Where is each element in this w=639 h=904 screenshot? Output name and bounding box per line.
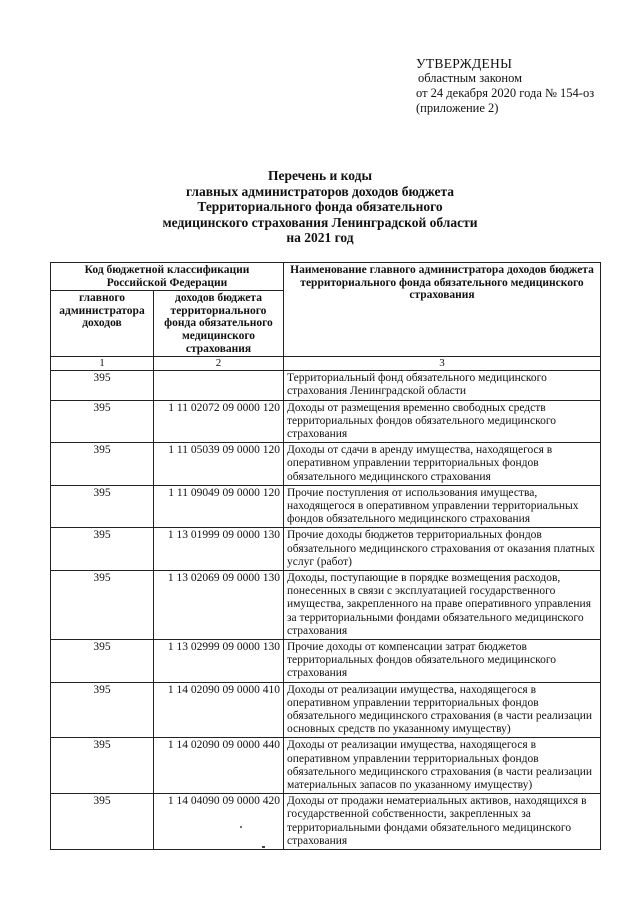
admin-code-cell: 395 (51, 794, 154, 850)
codes-table (50, 262, 601, 850)
admin-code-cell: 395 (51, 400, 154, 443)
title-line: Территориального фонда обязательного (197, 199, 443, 214)
table-row (51, 371, 601, 400)
table-row (51, 528, 601, 571)
title-line: на 2021 год (286, 230, 354, 245)
income-code-cell: 1 13 02999 09 0000 130 (154, 640, 284, 683)
scan-speck (240, 826, 242, 828)
scan-speck (262, 846, 265, 848)
income-code-cell: 1 13 01999 09 0000 130 (154, 528, 284, 571)
income-code-cell: 1 11 02072 09 0000 120 (154, 400, 284, 443)
header-main-administrator: главного администратора доходов (51, 291, 154, 357)
column-number-row (51, 357, 601, 371)
header-administrator-name: Наименование главного администратора доходов бюджета территориального фонда обязательного медицинского страхования (284, 263, 601, 357)
table-row (51, 400, 601, 443)
admin-code-cell: 395 (51, 682, 154, 738)
income-code-cell: 1 14 02090 09 0000 440 (154, 738, 284, 794)
column-number: 3 (284, 357, 601, 371)
admin-code-cell: 395 (51, 738, 154, 794)
income-code-cell: 1 13 02069 09 0000 130 (154, 571, 284, 640)
title-line: главных администраторов доходов бюджета (185, 183, 455, 199)
approval-block (416, 56, 626, 116)
income-code-cell: 1 11 05039 09 0000 120 (154, 443, 284, 486)
title-line: Перечень и коды (267, 168, 373, 183)
approval-line-law: областным законом (418, 71, 523, 85)
table-row (51, 794, 601, 850)
table-row (51, 640, 601, 683)
table-row (51, 485, 601, 528)
admin-code-cell: 395 (51, 371, 154, 400)
income-name-cell: Доходы, поступающие в порядке возмещения расходов, понесенных в связи с эксплуатацией государственного имущества, закрепленного на праве оперативного управления за территориальными фондами обязательного медицинского страхования (284, 571, 601, 640)
table-row (51, 443, 601, 486)
income-name-cell: Прочие доходы бюджетов территориальных фондов обязательного медицинского страхования от оказания платных услуг (работ) (284, 528, 601, 571)
income-name-cell: Доходы от размещения временно свободных средств территориальных фондов обязательного медицинского страхования (284, 400, 601, 443)
approval-line-date: от 24 декабря 2020 года № 154-оз (416, 86, 595, 100)
approval-title: УТВЕРЖДЕНЫ (416, 56, 513, 71)
admin-code-cell: 395 (51, 485, 154, 528)
income-code-cell: 1 11 09049 09 0000 120 (154, 485, 284, 528)
header-income-code: доходов бюджета территориального фонда обязательного медицинского страхования (154, 291, 284, 357)
column-number: 2 (154, 357, 284, 371)
income-name-cell: Прочие поступления от использования имущества, находящегося в оперативном управлении территориальных фондов обязательного медицинского страхования (284, 485, 601, 528)
header-budget-classification: Код бюджетной классификации Российской Федерации (51, 263, 284, 291)
header-row-group (51, 263, 601, 291)
column-number: 1 (51, 357, 154, 371)
admin-code-cell: 395 (51, 640, 154, 683)
table-row (51, 571, 601, 640)
income-name-cell: Территориальный фонд обязательного медицинского страхования Ленинградской области (284, 371, 601, 400)
income-name-cell: Прочие доходы от компенсации затрат бюджетов территориальных фондов обязательного медицинского страхования (284, 640, 601, 683)
admin-code-cell: 395 (51, 571, 154, 640)
income-code-cell: 1 14 02090 09 0000 410 (154, 682, 284, 738)
income-code-cell: 1 14 04090 09 0000 420 (154, 794, 284, 850)
income-code-cell (154, 371, 284, 400)
table-row (51, 682, 601, 738)
admin-code-cell: 395 (51, 443, 154, 486)
admin-code-cell: 395 (51, 528, 154, 571)
title-line: медицинского страхования Ленинградской области (162, 214, 478, 230)
income-name-cell: Доходы от сдачи в аренду имущества, находящегося в оперативном управлении территориальных фондов обязательного медицинского страхования (284, 443, 601, 486)
table-row (51, 738, 601, 794)
approval-line-appendix: (приложение 2) (416, 101, 499, 115)
document-title (120, 168, 520, 246)
income-name-cell: Доходы от реализации имущества, находящегося в оперативном управлении территориальных фондов обязательного медицинского страхования (в части реализации основных средств по указанному имуществу) (284, 682, 601, 738)
income-name-cell: Доходы от реализации имущества, находящегося в оперативном управлении территориальных фондов обязательного медицинского страхования (в части реализации материальных запасов по указанному имуществу) (284, 738, 601, 794)
income-name-cell: Доходы от продажи нематериальных активов, находящихся в государственной собственности, закрепленных за территориальными фондами обязательного медицинского страхования (284, 794, 601, 850)
